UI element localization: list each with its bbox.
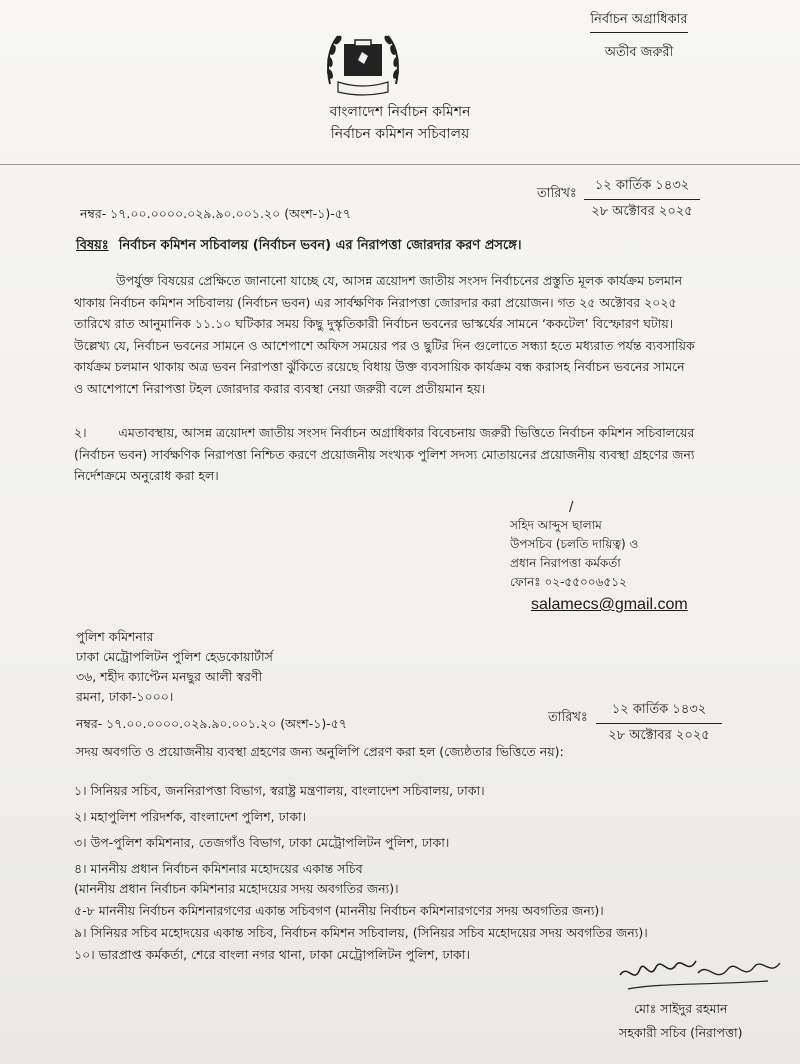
list-item: ৪। মাননীয় প্রধান নির্বাচন কমিশনার মহোদয়ের একান্ত সচিব (74, 861, 363, 876)
signatory-designation: উপসচিব (চলতি দায়িত্ব) ও (510, 537, 639, 551)
handwritten-signature (618, 955, 788, 997)
paragraph-line: ২। এমতাবস্থায়, আসন্ন ত্রয়োদশ জাতীয় সংসদ নির্বাচন অগ্রাধিকার বিবেচনায় জরুরী ভিত্তিতে নির্বাচন কমিশন সচিবালয়ের (74, 425, 695, 440)
list-item: ২। মহাপুলিশ পরিদর্শক, বাংলাদেশ পুলিশ, ঢাকা। (74, 809, 307, 824)
copy-intro: সদয় অবগতি ও প্রয়োজনীয় ব্যবস্থা গ্রহণের জন্য অনুলিপি প্রেরণ করা হল (জ্যেষ্ঠতার ভিত্তিতে নয়): (76, 744, 564, 759)
paragraph-line: উল্লেখ্য যে, নির্বাচন ভবনের সামনে ও আশেপাশে অফিস সময়ের পর ও ছুটির দিন গুলোতে সন্ধ্যা হতে মধ্যরাত পর্যন্ত ব্যবসায়িক (74, 337, 695, 353)
memo-date (584, 176, 700, 223)
memo-reference: নম্বর- ১৭.০০.০০০০.০২৯.৯০.০০১.২০ (অংশ-১)-৫৭ (80, 206, 351, 221)
signature-mark: / (569, 500, 574, 515)
signatory-block (510, 516, 638, 592)
election-commission-logo (322, 26, 404, 98)
memo-date-copy (596, 700, 722, 747)
signatory-name: সহিদ আব্দুস ছালাম (510, 518, 602, 532)
date-bangla-copy: ১২ কার্তিক ১৪৩২ (596, 700, 722, 724)
date-gregorian: ২৮ অক্টোবর ২০২৫ (591, 204, 693, 219)
paragraph-line: তারিখে রাত আনুমানিক ১১.১০ ঘটিকার সময় কিছু দুস্কৃতিকারী নির্বাচন ভবনের ভাস্কর্যের সামনে ‘ককটেল’ বিস্ফোরণ ঘটায়। (74, 316, 674, 331)
paragraph-line: নির্দেশক্রমে অনুরোধ করা হল। (74, 468, 219, 483)
priority-block (580, 10, 698, 64)
recipient-line: ঢাকা মেট্রোপলিটন পুলিশ হেডকোয়ার্টার্স (76, 649, 273, 664)
memo-reference-copy: নম্বর- ১৭.০০.০০০০.০২৯.৯০.০০১.২০ (অংশ-১)-৫৭ (76, 716, 347, 731)
subject-label: বিষয়ঃ (76, 238, 109, 253)
list-item: ১। সিনিয়র সচিব, জননিরাপত্তা বিভাগ, স্বরাষ্ট্র মন্ত্রণালয়, বাংলাদেশ সচিবালয়, ঢাকা। (74, 783, 485, 798)
priority-label: নির্বাচন অগ্রাধিকার (590, 10, 687, 33)
date-label-copy: তারিখঃ (548, 710, 588, 725)
list-item: ৯। সিনিয়র সচিব মহোদয়ের একান্ত সচিব, নির্বাচন কমিশন সচিবালয়, (সিনিয়র সচিব মহোদয়ের সদয় অবগতির জন্য)। (74, 925, 648, 940)
paragraph-line: ও আশেপাশে নিরাপত্তা টহল জোরদার করার ব্যবস্থা নেয়া জরুরী বলে প্রতীয়মান হয়। (74, 380, 486, 396)
list-item-sub: (মাননীয় প্রধান নির্বাচন কমিশনার মহোদয়ের সদয় অবগতির জন্য)। (74, 881, 399, 896)
bottom-signatory-designation: সহকারী সচিব (নিরাপত্তা) (619, 1025, 743, 1040)
subject-line (76, 238, 522, 254)
bottom-signatory (619, 997, 742, 1045)
list-item: ৩। উপ-পুলিশ কমিশনার, তেজগাঁও বিভাগ, ঢাকা মেট্রোপলিটন পুলিশ, ঢাকা। (74, 835, 450, 850)
paragraph-line: কার্যক্রম চলমান থাকায় অত্র ভবন নিরাপত্তা ঝুঁকিতে রয়েছে বিধায় উক্ত ব্যবসায়িক কার্যক্রম বন্ধ করাসহ নির্বাচন ভবনের সামনে (74, 359, 685, 374)
org-name-line1: বাংলাদেশ নির্বাচন কমিশন (329, 104, 471, 120)
recipient-line: পুলিশ কমিশনার (76, 629, 154, 644)
list-item: ৫-৮ মাননীয় নির্বাচন কমিশনারগণের একান্ত সচিবগণ (মাননীয় নির্বাচন কমিশনারগণের সদয় অবগতির জন্য)। (74, 903, 604, 918)
date-label: তারিখঃ (537, 186, 577, 201)
paragraph-line: থাকায় নির্বাচন কমিশন সচিবালয় (নির্বাচন ভবন) এর সার্বক্ষণিক নিরাপত্তা জোরদার করা প্রয়োজন। গত ২৫ অক্টোবর ২০২৫ (74, 294, 677, 310)
date-bangla: ১২ কার্তিক ১৪৩২ (584, 176, 700, 200)
subject-text: নির্বাচন কমিশন সচিবালয় (নির্বাচন ভবন) এর নিরাপত্তা জোরদার করণ প্রসঙ্গে। (118, 238, 522, 253)
copy-list (74, 778, 648, 966)
body-paragraph-2 (74, 422, 724, 487)
org-name-line2: নির্বাচন কমিশন সচিবালয় (330, 126, 470, 142)
paragraph-line: উপর্যুক্ত বিষয়ের প্রেক্ষিতে জানানো যাচ্ছে যে, আসন্ন ত্রয়োদশ জাতীয় সংসদ নির্বাচনের প্রস্তুতি মূলক কার্যক্রম চলমান (116, 273, 683, 288)
recipient-address (76, 627, 273, 707)
recipient-line: রমনা, ঢাকা-১০০০। (76, 689, 174, 704)
urgency-label: অতীব জরুরী (604, 45, 674, 60)
signatory-role: প্রধান নিরাপত্তা কর্মকর্তা (510, 556, 621, 570)
list-item: ১০। ভারপ্রাপ্ত কর্মকর্তা, শেরে বাংলা নগর থানা, ঢাকা মেট্রোপলিটন পুলিশ, ঢাকা। (74, 947, 470, 962)
date-gregorian-copy: ২৮ অক্টোবর ২০২৫ (608, 728, 710, 743)
header-divider (0, 164, 800, 165)
signatory-email[interactable]: salamecs@gmail.com (531, 596, 688, 613)
body-paragraph-1 (74, 270, 724, 399)
signatory-phone: ফোনঃ ০২-৫৫০০৬৫১২ (510, 575, 627, 589)
paragraph-line: (নির্বাচন ভবন) সার্বক্ষণিক নিরাপত্তা নিশ্চিত করণে প্রয়োজনীয় সংখ্যক পুলিশ সদস্য মোতায়নের প্রয়োজনীয় ব্যবস্থা গ্রহণের জন্য (74, 446, 695, 462)
recipient-line: ৩৬, শহীদ ক্যাপ্টেন মনছুর আলী স্বরণী (76, 669, 263, 684)
bottom-signatory-name: মোঃ সাইদুর রহমান (633, 1001, 728, 1016)
